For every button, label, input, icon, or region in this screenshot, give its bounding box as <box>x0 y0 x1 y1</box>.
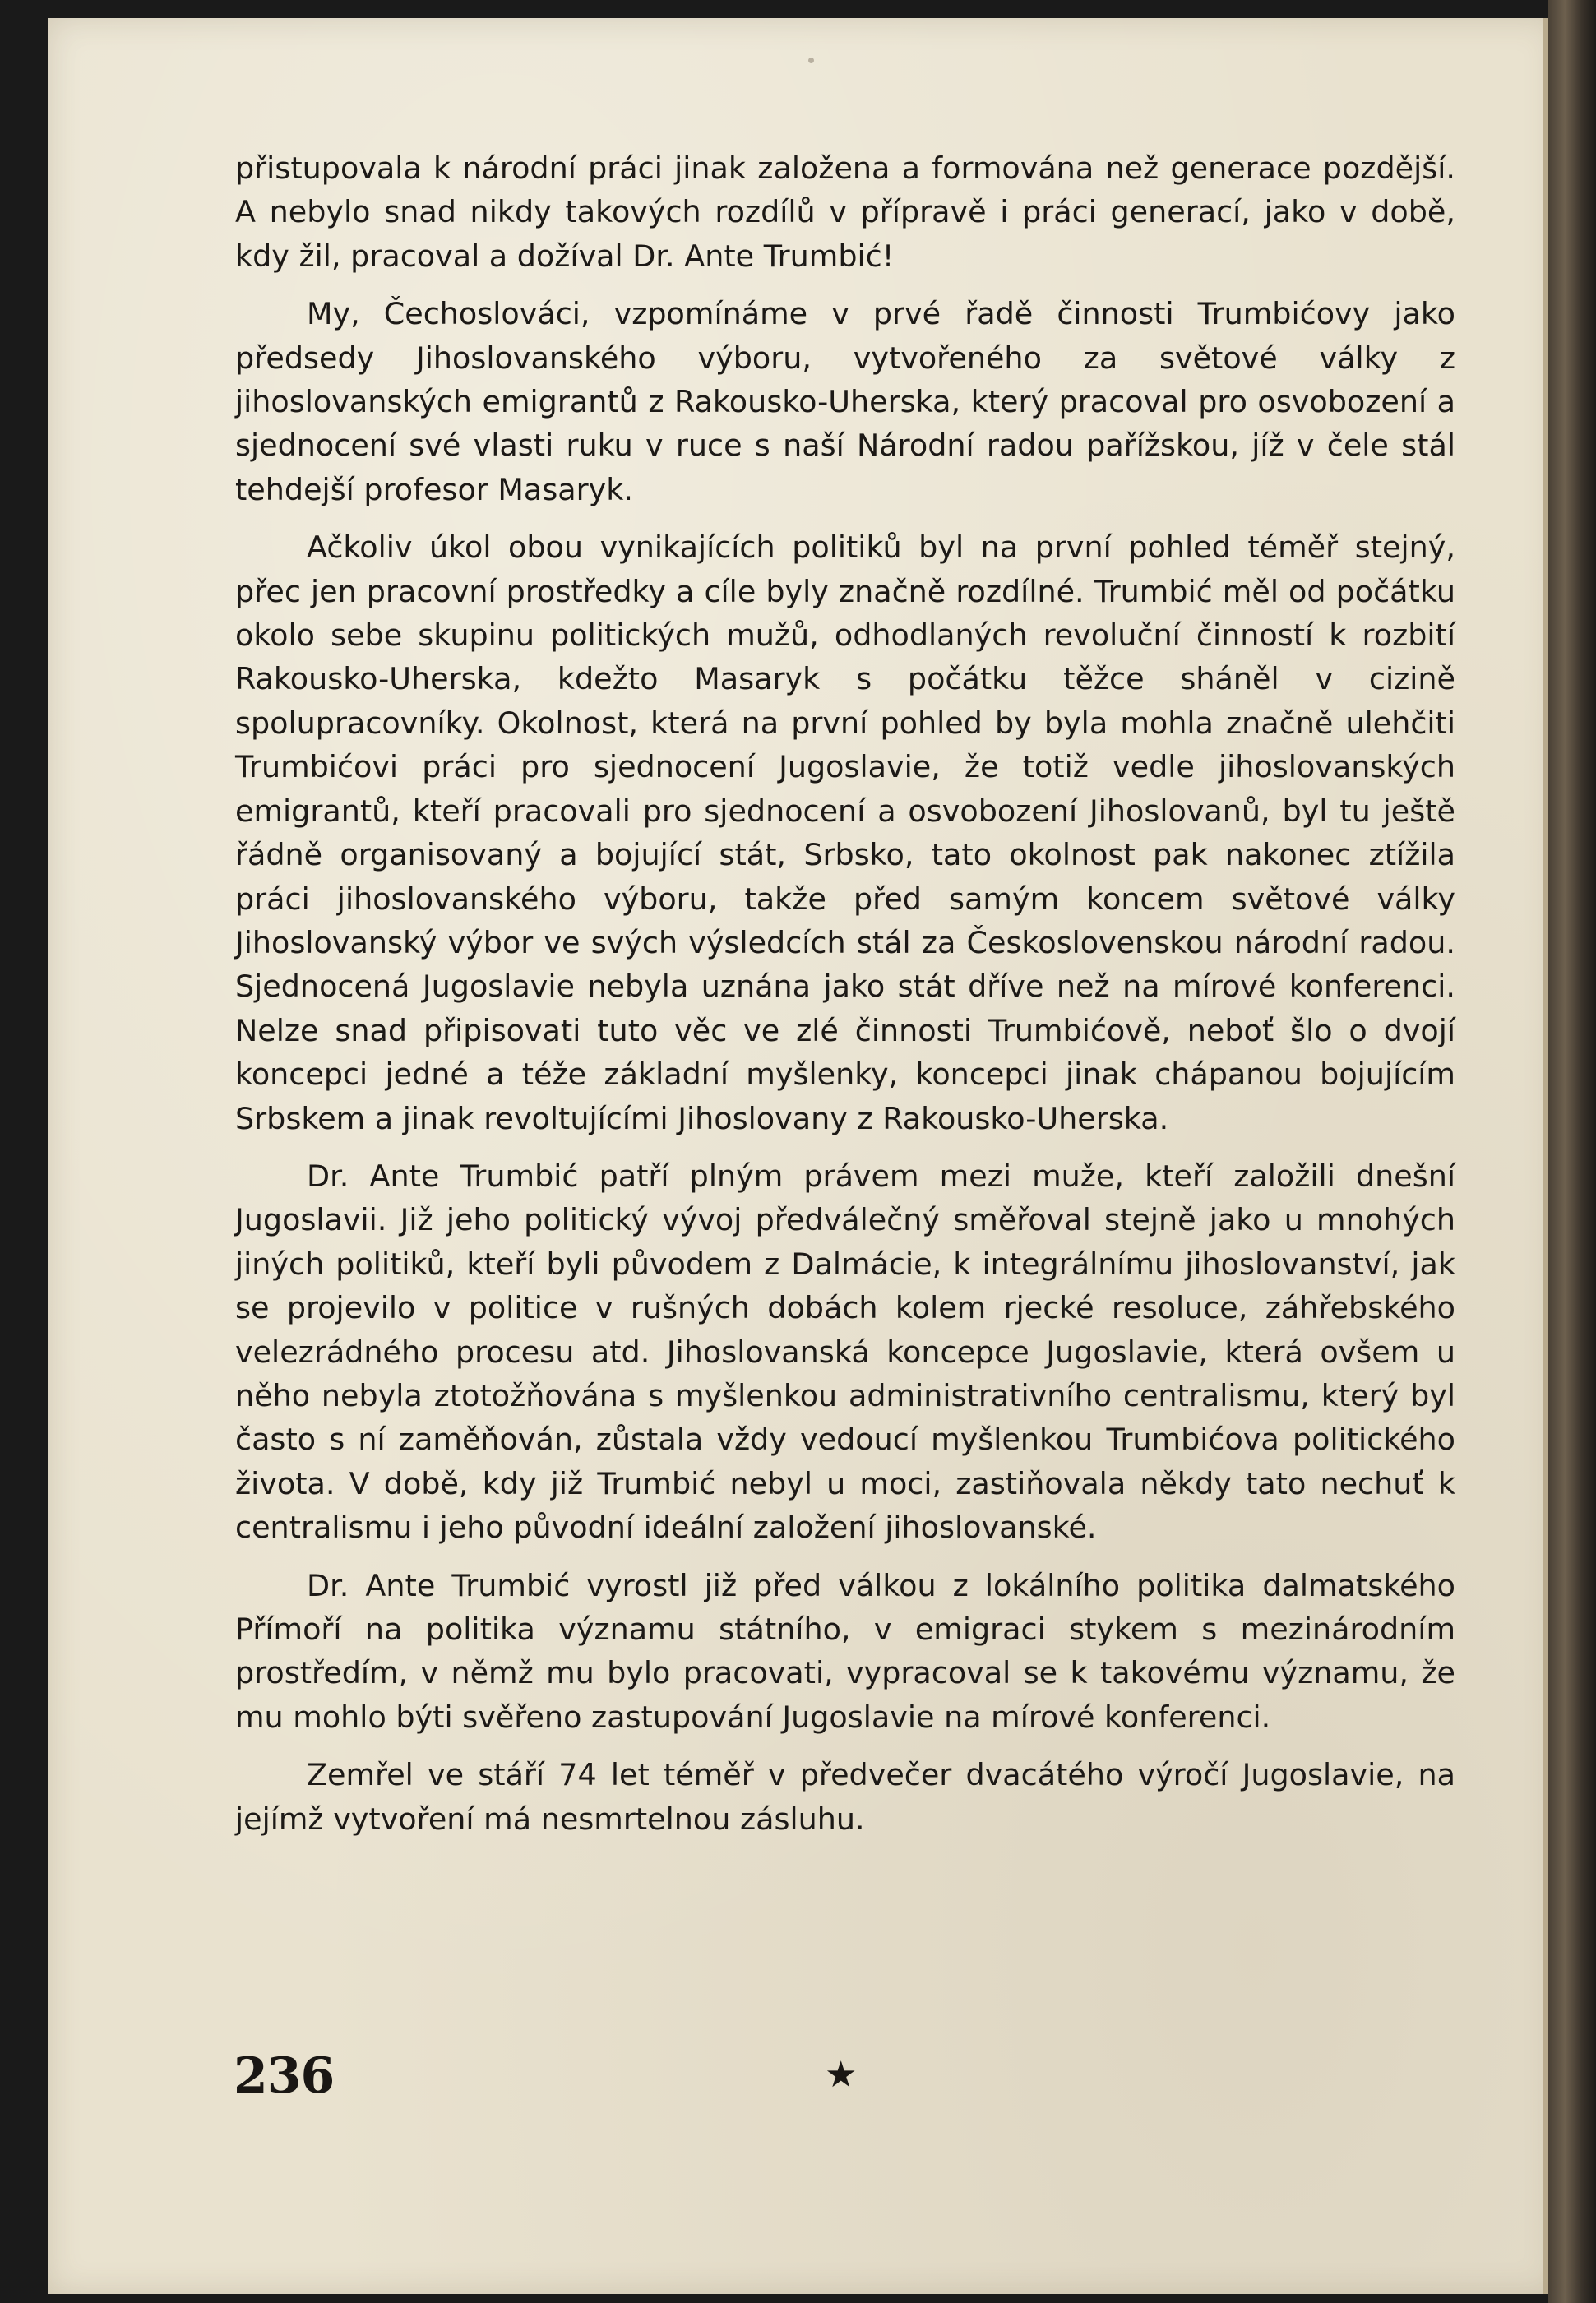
paragraph-1: přistupovala k národní práci jinak založena a formována než generace pozdější. A nebylo snad nikdy takových rozdílů v přípravě i práci generací, jako v době, kdy žil, pracoval a dožíval Dr. Ante Trumbić! <box>235 150 1455 274</box>
book-binding <box>1548 0 1596 2303</box>
paragraph-5: Dr. Ante Trumbić vyrostl již před válkou z lokálního politika dalmatského Přímoří na politika významu státního, v emigraci stykem s mezinárodním prostředím, v němž mu bylo pracovati, vypracoval se k takovému významu, že mu mohlo býti svěřeno zastupování Jugoslavie na mírové konferenci. <box>235 1567 1455 1735</box>
page-number: 236 <box>234 2047 335 2105</box>
body-text <box>235 146 1455 1841</box>
paragraph-6: Zemřel ve stáří 74 let téměř v předvečer dvacátého výročí Jugoslavie, na jejímž vytvoření má nesmrtelnou zásluhu. <box>235 1757 1455 1837</box>
paragraph-4: Dr. Ante Trumbić patří plným právem mezi muže, kteří založili dnešní Jugoslavii. Již jeho politický vývoj předválečný směřoval stejně jako u mnohých jiných politiků, kteří byli původem z Dalmácie, k integrálnímu jihoslovanství, jak se projevilo v politice v rušných dobách kolem rjecké resoluce, záhřebského velezrádného procesu atd. Jihoslovanská koncepce Jugoslavie, která ovšem u něho nebyla ztotožňována s myšlenkou administrativního centralismu, který byl často s ní zaměňován, zůstala vždy vedoucí myšlenkou Trumbićova politického života. V době, kdy již Trumbić nebyl u moci, zastiňovala někdy tato nechuť k centralismu i jeho původní ideální založení jihoslovanské. <box>235 1158 1455 1546</box>
star-ornament-icon: ★ <box>825 2054 858 2096</box>
paper-speck <box>808 58 814 63</box>
paragraph-2: My, Čechoslováci, vzpomínáme v prvé řadě činnosti Trumbićovy jako předsedy Jihoslovanského výboru, vytvořeného za světové války z jihoslovanských emigrantů z Rakousko-Uherska, který pracoval pro osvobození a sjednocení své vlasti ruku v ruce s naší Národní radou pařížskou, jíž v čele stál tehdejší profesor Masaryk. <box>235 296 1455 507</box>
paragraph-3: Ačkoliv úkol obou vynikajících politiků byl na první pohled téměř stejný, přec jen pracovní prostředky a cíle byly značně rozdílné. Trumbić měl od počátku okolo sebe skupinu politických mužů, odhodlaných revoluční činností k rozbití Rakousko-Uherska, kdežto Masaryk s počátku těžce sháněl v cizině spolupracovníky. Okolnost, která na první pohled by byla mohla značně ulehčiti Trumbićovi práci pro sjednocení Jugoslavie, že totiž vedle jihoslovanských emigrantů, kteří pracovali pro sjednocení a osvobození Jihoslovanů, byl tu ještě řádně organisovaný a bojující stát, Srbsko, tato okolnost pak nakonec ztížila práci jihoslovanského výboru, takže před samým koncem světové války Jihoslovanský výbor ve svých výsledcích stál za Československou národní radou. Sjednocená Jugoslavie nebyla uznána jako stát dříve než na mírové konferenci. Nelze snad připisovati tuto věc ve zlé činnosti Trumbićově, neboť šlo o dvojí koncepci jedné a téže základní myšlenky, koncepci jinak chápanou bojujícím Srbskem a jinak revoltujícími Jihoslovany z Rakousko-Uherska. <box>235 530 1455 1136</box>
